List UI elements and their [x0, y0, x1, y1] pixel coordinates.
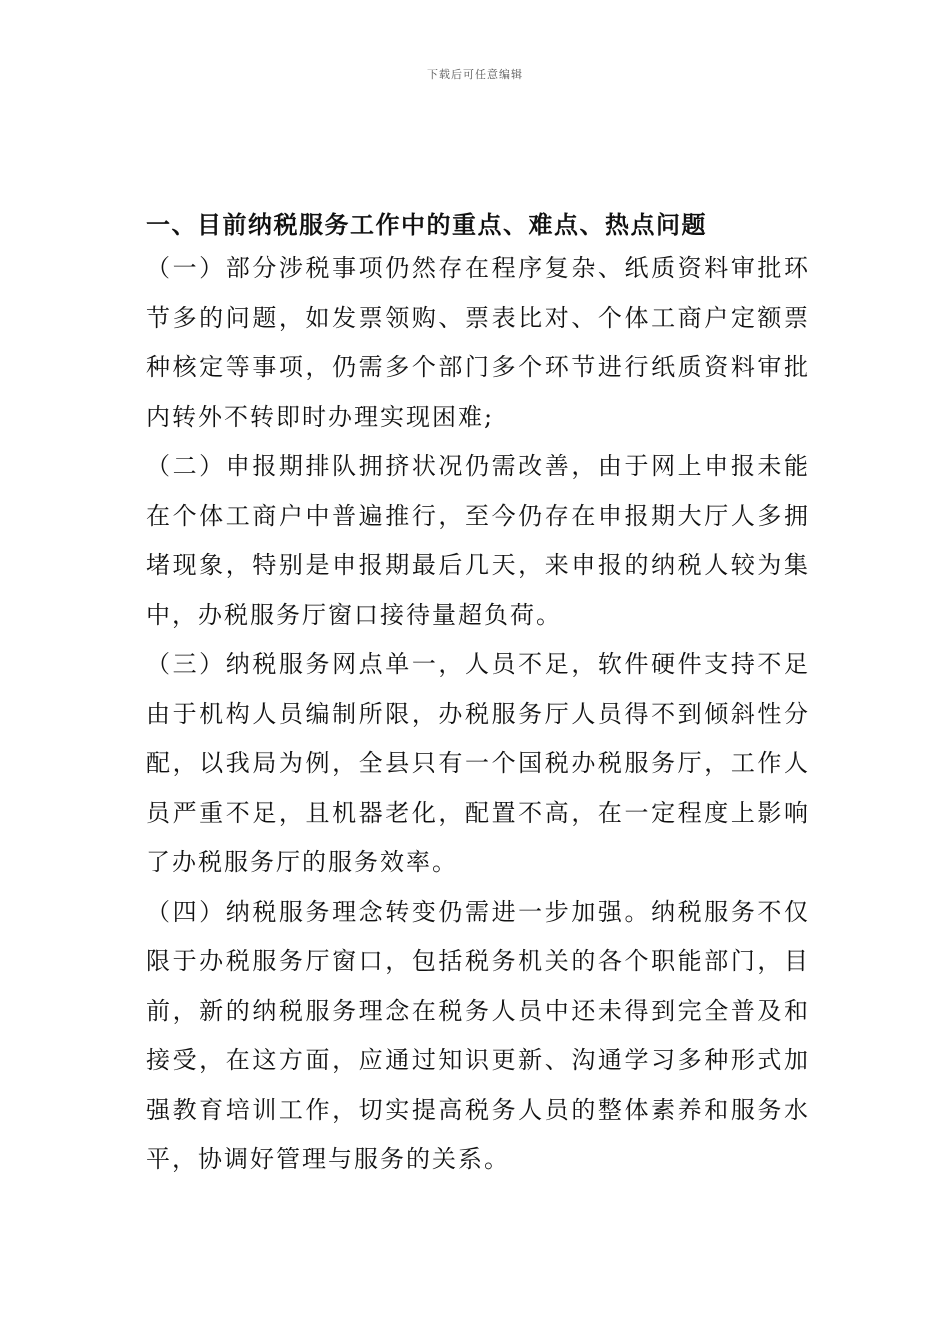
paragraph-line: 由于机构人员编制所限，办税服务厅人员得不到倾斜性分	[146, 699, 810, 728]
paragraph-line: （四）纳税服务理念转变仍需进一步加强。纳税服务不仅	[146, 897, 810, 926]
paragraph-line: 堵现象，特别是申报期最后几天，来申报的纳税人较为集	[146, 551, 810, 579]
paragraph-line: 了办税服务厅的服务效率。	[146, 848, 458, 876]
paragraph-line: 员严重不足，且机器老化，配置不高，在一定程度上影响	[146, 798, 810, 827]
document-body	[146, 206, 810, 1185]
paragraph-line: 平，协调好管理与服务的关系。	[146, 1145, 510, 1173]
paragraph-line: 强教育培训工作，切实提高税务人员的整体素养和服务水	[146, 1095, 810, 1124]
header-note: 下载后可任意编辑	[427, 68, 523, 81]
paragraph-4	[146, 888, 810, 1185]
paragraph-line: 接受，在这方面，应通过知识更新、沟通学习多种形式加	[146, 1046, 810, 1074]
paragraph-line: 前，新的纳税服务理念在税务人员中还未得到完全普及和	[146, 996, 810, 1025]
paragraph-line: 种核定等事项，仍需多个部门多个环节进行纸质资料审批	[146, 353, 810, 381]
paragraph-line: （三）纳税服务网点单一，人员不足，软件硬件支持不足	[146, 650, 810, 678]
paragraph-line: 限于办税服务厅窗口，包括税务机关的各个职能部门，目	[146, 947, 810, 975]
paragraph-1	[146, 244, 810, 442]
paragraph-line: 中，办税服务厅窗口接待量超负荷。	[146, 600, 562, 629]
paragraph-line: 节多的问题，如发票领购、票表比对、个体工商户定额票	[146, 303, 810, 332]
paragraph-line: 在个体工商户中普遍推行，至今仍存在申报期大厅人多拥	[146, 501, 810, 530]
paragraph-line: （一）部分涉税事项仍然存在程序复杂、纸质资料审批环	[146, 254, 810, 282]
paragraph-line: 内转外不转即时办理实现困难;	[146, 402, 495, 431]
paragraph-line: 配，以我局为例，全县只有一个国税办税服务厅，工作人	[146, 749, 810, 777]
paragraph-line: （二）申报期排队拥挤状况仍需改善，由于网上申报未能	[146, 452, 810, 480]
section-heading: 一、目前纳税服务工作中的重点、难点、热点问题	[146, 211, 707, 239]
paragraph-3	[146, 640, 810, 888]
paragraph-2	[146, 442, 810, 640]
